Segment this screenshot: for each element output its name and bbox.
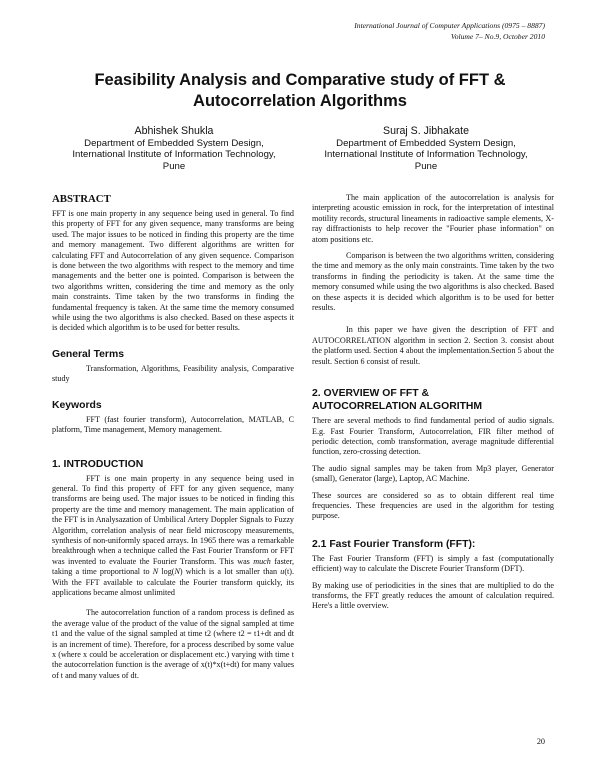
abstract-text: FFT is one main property in any sequence being used in general. To find this property of FFT for any given sequence, many transforms are being used. The major issues to be noticed in finding this property are the time and memory management. Two different algorithms are written for calculating FFT and Autocorrelation of any given sequence. Comparison is done between the two algorithms with respect to the memory and time managements and the better one is pointed. Comparison is between the two algorithms written, considering the time and memory as the only main constraints. Time taken by the two transforms in finding the fundamental frequency is taken. At the same time the memory consumed while using the two algorithms is also checked. Based on these aspects it is decided which algorithm is to be used for better results. xyxy=(52,209,294,333)
journal-line-2: Volume 7– No.9, October 2010 xyxy=(450,32,545,41)
section-2-1-paragraph-2: By making use of periodicities in the sines that are multiplied to do the transforms, the FFT greatly reduces the amount of calculation required. Here's a little overview. xyxy=(312,580,554,611)
abstract-heading: ABSTRACT xyxy=(52,193,111,205)
section-2-paragraph-1: There are several methods to find fundamental period of audio signals. E.g. Fast Fourier Transform, Autocorrelation, FIR filter method of periodic detection, comb transformation, average magnitude differential function, zero-crossing detection. xyxy=(312,416,554,457)
keywords-text: FFT (fast fourier transform), Autocorrelation, MATLAB, C platform, Time management, Memory management. xyxy=(52,414,294,435)
author-1 xyxy=(44,126,304,172)
section-2-1-paragraph-1: The Fast Fourier Transform (FFT) is simply a fast (computationally efficient) way to calculate the Discrete Fourier Transform (DFT). xyxy=(312,553,554,574)
author-1-inst: International Institute of Information Technology, xyxy=(72,149,276,161)
intro-paragraph-4: Comparison is between the two algorithms written, considering the time and memory as the only main constraints. Time taken by the two transforms in finding the periodicity is taken. At the same time the memory consumed while using the two algorithms is also checked. Based on these aspects it is decided which algorithm is to be used for better results. xyxy=(312,251,554,313)
intro-paragraph-3: The main application of the autocorrelation is analysis for interpreting acoustic emission in rock, for the interpretation of intestinal motility records, structural lineaments in radioactive sample elements, X-ray diffractionists to help recover the "Fourier phase information" on atom positions etc. xyxy=(312,193,554,244)
author-2-name: Suraj S. Jibhakate xyxy=(383,125,469,137)
section-2-heading: 2. OVERVIEW OF FFT & AUTOCORRELATION ALGORITHM xyxy=(312,388,483,413)
journal-line-1: International Journal of Computer Applications (0975 – 8887) xyxy=(354,21,545,30)
author-2-city: Pune xyxy=(414,160,438,172)
section-2-1-heading: 2.1 Fast Fourier Transform (FFT): xyxy=(312,538,476,550)
intro-paragraph-1: FFT is one main property in any sequence being used in general. To find this property of FFT for any given sequence, many transforms are being used. The major issues to be noticed in finding this property are the time and memory management. The main application of the FFT is in Analysazation of Umbilical Artery Doppler Signals to Fuzzy Algorithm, correlation analysis of near field microscopy measurements, synthesis of non-uniformly spaced arrays. In 1965 there was a remarkable breakthrough when a technique called the Fast Fourier Transform or FFT was invented to evaluate the Fourier Transform. This was much faster, taking a time proportional to N log(N) which is a lot smaller than u(t). With the FFT available to calculate the Fourier transform quickly, its applications became almost unlimited xyxy=(52,473,295,597)
title-line-2: Autocorrelation Algorithms xyxy=(193,92,407,110)
author-1-city: Pune xyxy=(162,160,186,172)
paper-title xyxy=(40,70,560,112)
section-2-paragraph-3: These sources are considered so as to obtain different real time frequencies. These frequencies are used in the algorithm for testing purpose. xyxy=(312,490,554,521)
general-terms-text: Transformation, Algorithms, Feasibility analysis, Comparative study xyxy=(52,363,294,384)
keywords-heading: Keywords xyxy=(52,399,102,411)
title-line-1: Feasibility Analysis and Comparative study of FFT & xyxy=(94,71,506,89)
intro-paragraph-5: In this paper we have given the description of FFT and AUTOCORRELATION algorithm in section 2. Section 3. consist about the platform used. Section 4 about the implementation.Section 5 about the result. Section 6 consist of result. xyxy=(312,325,554,366)
right-column xyxy=(312,193,554,618)
introduction-heading: 1. INTRODUCTION xyxy=(52,458,144,470)
author-1-dept: Department of Embedded System Design, xyxy=(84,138,264,150)
author-1-name: Abhishek Shukla xyxy=(134,125,214,137)
author-2 xyxy=(296,126,556,172)
author-2-dept: Department of Embedded System Design, xyxy=(336,138,516,150)
section-2-paragraph-2: The audio signal samples may be taken from Mp3 player, Generator (small), Generator (large), Laptop, AC Machine. xyxy=(312,463,554,484)
journal-header xyxy=(354,20,545,42)
general-terms-heading: General Terms xyxy=(52,348,124,360)
left-column xyxy=(52,193,294,687)
intro-paragraph-2: The autocorrelation function of a random process is defined as the average value of the product of the value of the signal sampled at time t1 and the value of the signal sampled at time t2 (where t2 = t1+dt and dt is an increment of time). Therefore, for a process described by some value x (where x could be acceleration or displacement etc.) varying with time t the autocorrelation function is the average of x(t)*x(t+dt) for many values of t and many values of dt. xyxy=(52,608,294,680)
page-number: 20 xyxy=(536,737,545,746)
author-2-inst: International Institute of Information Technology, xyxy=(324,149,528,161)
